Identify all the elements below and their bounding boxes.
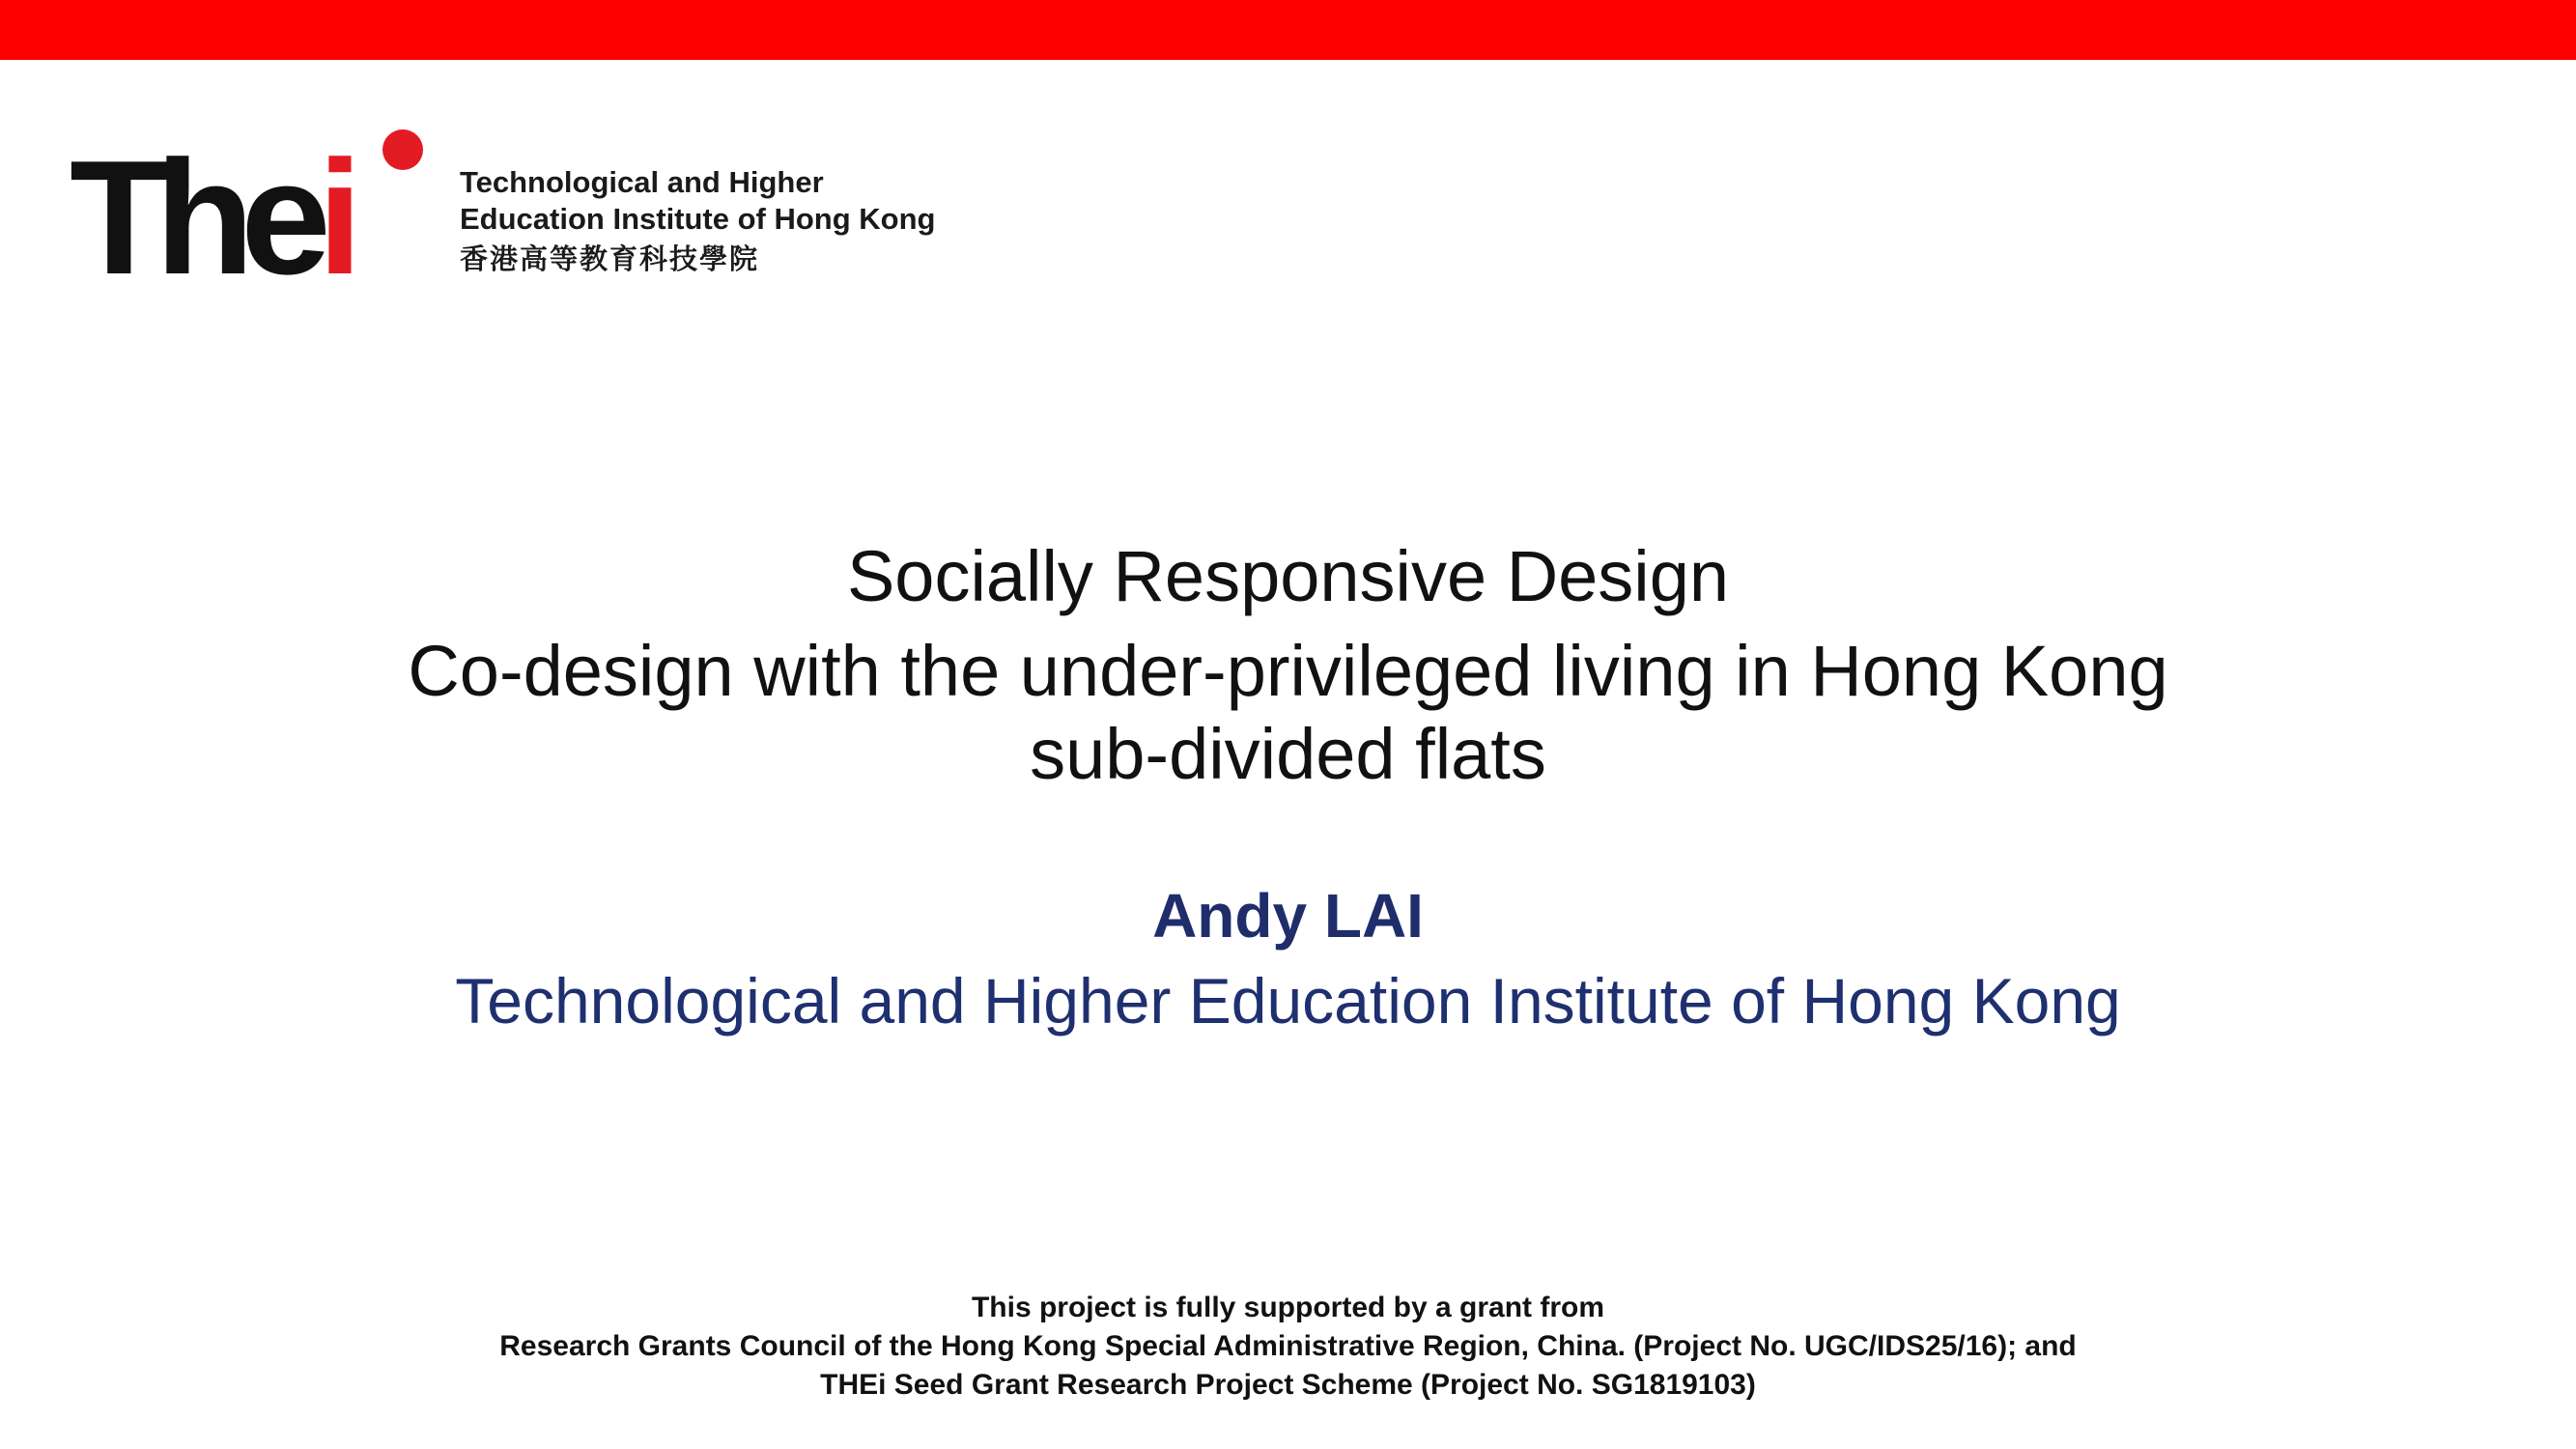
thei-logo-mark: [70, 127, 437, 308]
logo-wordmark-main: The: [70, 127, 318, 308]
top-red-bar: [0, 0, 2576, 60]
presentation-title: [0, 529, 2576, 794]
logo-text: [460, 164, 936, 280]
logo-text-line1: Technological and Higher: [460, 165, 824, 199]
logo-text-line2: Education Institute of Hong Kong: [460, 202, 936, 236]
author-name: Andy LAI: [1152, 881, 1424, 951]
logo-wordmark-i: i: [317, 127, 350, 308]
logo-red-dot: [382, 129, 423, 170]
title-line1: Socially Responsive Design: [846, 536, 1730, 616]
funding-line2: Research Grants Council of the Hong Kong Special Administrative Region, China. (Project No. UGC/IDS25/16); and: [499, 1330, 2077, 1362]
author-institution: Technological and Higher Education Institute of Hong Kong: [455, 965, 2121, 1037]
logo-text-chinese: 香港高等教育科技學院: [460, 242, 760, 275]
thei-logo: [70, 127, 958, 308]
funding-line3: THEi Seed Grant Research Project Scheme (Project No. SG1819103): [820, 1369, 1756, 1401]
logo-wordmark: [70, 127, 350, 308]
funding-line1: This project is fully supported by a grant from: [971, 1292, 1605, 1323]
title-line3: sub-divided flats: [1030, 714, 1546, 794]
funding-acknowledgement: [0, 1289, 2576, 1405]
title-line2: Co-design with the under-privileged living in Hong Kong: [408, 631, 2168, 711]
